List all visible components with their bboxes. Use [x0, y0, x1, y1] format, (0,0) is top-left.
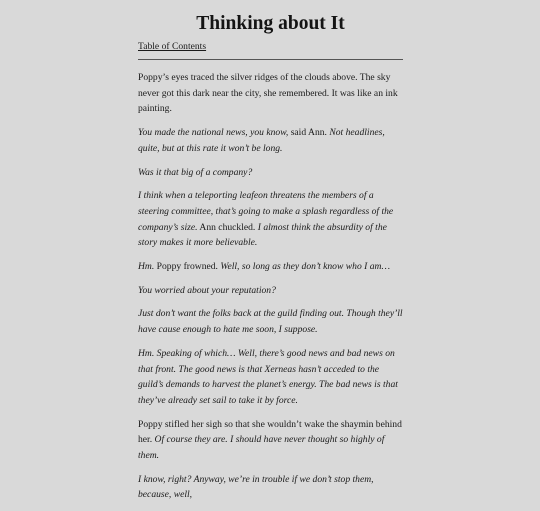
narration: Poppy frowned. [154, 261, 221, 273]
header-divider [138, 59, 403, 60]
telepathic-speech: Was it that big of a company? [138, 166, 253, 178]
story-body [138, 70, 403, 503]
story-paragraph [138, 306, 403, 337]
telepathic-speech: I think when a teleporting leafeon threatens the members of a steering committee, that’s going to make a splash regardless of the company’s size. [138, 190, 394, 233]
telepathic-speech: Hm. Speaking of which… Well, there’s good news and bad news on that front. The good news is that Xerneas hasn’t acceded to the guild’s demands to harvest the planet’s energy. The bad news is that they’ve already set sail to take it by force. [138, 347, 398, 406]
story-paragraph [138, 283, 403, 299]
table-of-contents-link[interactable]: Table of Contents [138, 41, 207, 52]
telepathic-speech: Not headlines, quite, but at this rate it won’t be long. [138, 127, 385, 154]
telepathic-speech: Of course they are. I should have never thought so highly of them. [138, 434, 385, 462]
story-paragraph [138, 188, 403, 251]
story-paragraph [138, 70, 403, 117]
story-paragraph [138, 417, 403, 464]
telepathic-speech: Just don’t want the folks back at the guild finding out. Though they’ll have cause enough to hate me soon, I suppose. [138, 308, 403, 336]
narration: Ann chuckled. [197, 221, 258, 233]
story-paragraph [138, 346, 403, 409]
narration: Poppy’s eyes traced the silver ridges of the clouds above. The sky never got this dark near the city, she remembered. It was like an ink painting. [138, 72, 398, 115]
story-paragraph [138, 165, 403, 181]
page-title: Thinking about It [196, 13, 345, 34]
telepathic-speech: I know, right? Anyway, we’re in trouble if we don’t stop them, because, well, [138, 473, 374, 501]
telepathic-speech: Well, so long as they don’t know who I am… [220, 261, 391, 273]
telepathic-speech: I almost think the absurdity of the story makes it more believable. [138, 221, 387, 249]
telepathic-speech: You made the national news, you know, [138, 127, 289, 139]
telepathic-speech: Hm. [138, 261, 155, 273]
story-paragraph [138, 472, 403, 503]
story-paragraph [138, 259, 403, 275]
telepathic-speech: You worried about your reputation? [138, 284, 276, 296]
narration: Poppy stifled her sigh so that she wouldn’t wake the shaymin behind her. [138, 418, 402, 446]
story-paragraph [138, 125, 403, 156]
document-page [138, 0, 403, 511]
narration: said Ann. [288, 127, 330, 139]
